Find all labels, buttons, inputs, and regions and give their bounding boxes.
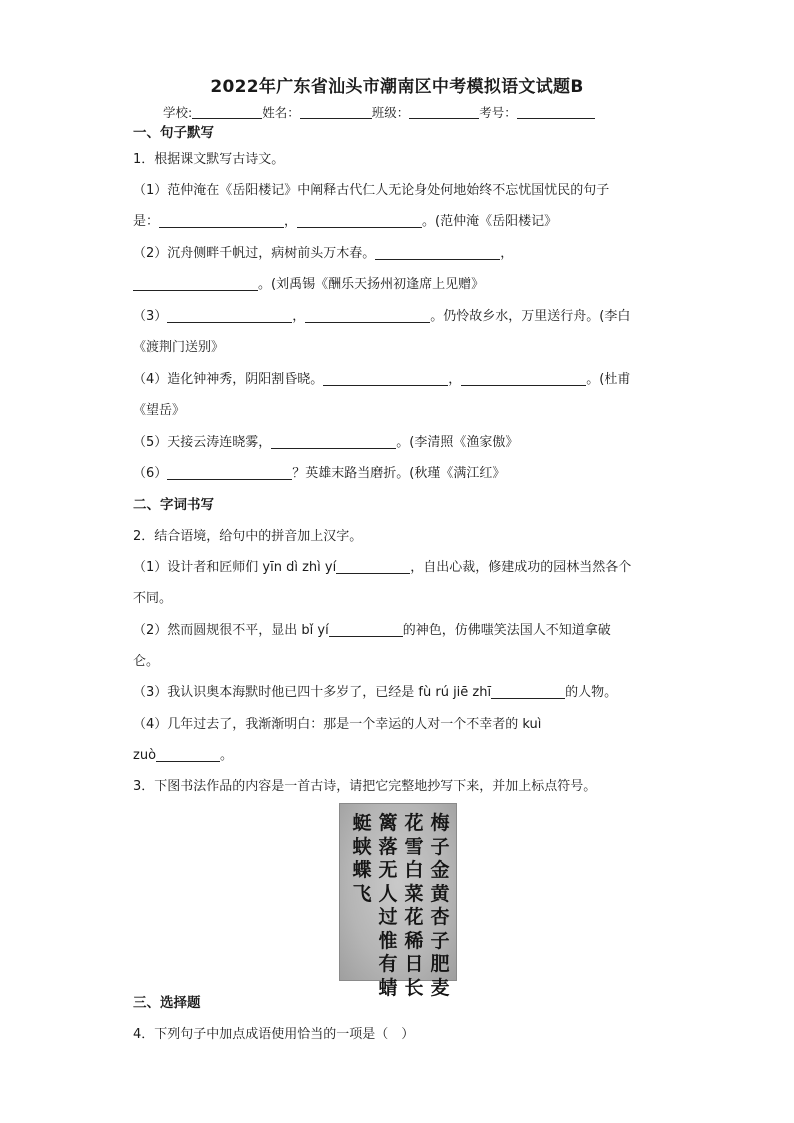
- q1-p5-pre: （5）天接云涛连晓雾，: [133, 435, 272, 450]
- q1-part6: [133, 465, 505, 483]
- school-label: 学校:: [163, 105, 193, 120]
- section-heading-2: 二、字词书写: [133, 497, 214, 513]
- student-info-line: [163, 103, 595, 121]
- section-heading-3: 三、选择题: [133, 995, 201, 1011]
- question-4-stem: 4．下列句子中加点成语使用恰当的一项是（ ）: [133, 1027, 415, 1042]
- school-blank: [192, 105, 262, 119]
- q2-p3-pre: （3）我认识奥本海默时他已四十多岁了，已经是 fù rú jiē zhī: [133, 685, 492, 700]
- q2-part2-line2: 仑。: [133, 654, 160, 669]
- calligraphy-column-4: 蜓蛱蝶飞: [352, 812, 372, 905]
- q1-p1b-pre: 是：: [133, 214, 160, 229]
- q1-part1-line2: [133, 213, 557, 231]
- q2-p3-answer-blank[interactable]: [491, 684, 565, 699]
- number-label: 考号：: [479, 105, 517, 120]
- q1-p5-post: 。(李清照《渔家傲》: [396, 435, 519, 450]
- q1-p4a-mid: ，: [448, 372, 462, 387]
- q1-p2a-pre: （2）沉舟侧畔千帆过，病树前头万木春。: [133, 246, 376, 261]
- q1-p6-pre: （6）: [133, 466, 168, 481]
- q1-p2-answer-blank-1[interactable]: [375, 245, 500, 260]
- q1-part2-line1: [133, 245, 513, 263]
- calligraphy-column-1: 梅子金黄杏子肥麦: [430, 812, 450, 999]
- q1-part2-line2: [133, 276, 484, 294]
- q2-p3-post: 的人物。: [565, 685, 618, 700]
- calligraphy-column-2: 花雪白菜花稀日长: [404, 812, 424, 999]
- q2-p1a-post: ，自出心裁，修建成功的园林当然各个: [410, 560, 632, 575]
- class-blank: [409, 105, 479, 119]
- q1-p3-answer-blank-1[interactable]: [167, 308, 292, 323]
- q2-p2-answer-blank[interactable]: [329, 622, 403, 637]
- q1-part5: [133, 434, 518, 452]
- name-blank: [300, 105, 372, 119]
- q1-part4-line1: [133, 371, 630, 389]
- q1-p4-answer-blank-1[interactable]: [323, 371, 448, 386]
- q2-part1-line2: 不同。: [133, 591, 173, 606]
- question-1-stem: 1．根据课文默写古诗文。: [133, 152, 285, 167]
- q2-part4-line2: [133, 747, 233, 765]
- q1-p3a-post: 。仍怜故乡水，万里送行舟。(李白: [430, 309, 631, 324]
- q1-p3a-pre: （3）: [133, 309, 168, 324]
- q1-p1-answer-blank-2[interactable]: [297, 213, 422, 228]
- q2-p2a-pre: （2）然而圆规很不平，显出 bǐ yí: [133, 623, 329, 638]
- calligraphy-image: [339, 803, 457, 999]
- q1-part4-line2: 《望岳》: [133, 403, 186, 418]
- name-label: 姓名：: [262, 105, 300, 120]
- q1-part3-line1: [133, 308, 630, 326]
- q1-part1-line1: （1）范仲淹在《岳阳楼记》中阐释古代仁人无论身处何地始终不忘忧国忧民的句子: [133, 183, 610, 198]
- q1-p2b-post: 。(刘禹锡《酬乐天扬州初逢席上见赠》: [258, 277, 485, 292]
- q1-p1b-mid: ，: [284, 214, 298, 229]
- section-heading-1: 一、句子默写: [133, 125, 214, 141]
- q2-part2-line1: [133, 622, 611, 640]
- q1-p1-answer-blank-1[interactable]: [159, 213, 284, 228]
- question-3-stem: 3．下图书法作品的内容是一首古诗，请把它完整地抄写下来，并加上标点符号。: [133, 779, 597, 794]
- q1-p2a-post: ，: [500, 246, 514, 261]
- number-blank: [517, 105, 595, 119]
- q2-p2a-post: 的神色，仿佛嗤笑法国人不知道拿破: [402, 623, 611, 638]
- question-2-stem: 2．结合语境，给句中的拼音加上汉字。: [133, 529, 363, 544]
- q1-p3a-mid: ，: [292, 309, 306, 324]
- q1-part3-line2: 《渡荆门送别》: [133, 340, 225, 355]
- q2-p4-answer-blank[interactable]: [156, 747, 220, 762]
- q1-p3-answer-blank-2[interactable]: [305, 308, 430, 323]
- class-label: 班级：: [371, 105, 410, 120]
- q1-p4-answer-blank-2[interactable]: [461, 371, 586, 386]
- q1-p2-answer-blank-2[interactable]: [133, 276, 258, 291]
- q2-part3: [133, 684, 617, 702]
- q1-p4a-pre: （4）造化钟神秀，阴阳割昏晓。: [133, 372, 324, 387]
- q2-part1-line1: [133, 559, 631, 577]
- q1-p1b-post: 。(范仲淹《岳阳楼记》: [422, 214, 558, 229]
- q1-p6-answer-blank[interactable]: [167, 465, 292, 480]
- q2-p1a-pre: （1）设计者和匠师们 yīn dì zhì yí: [133, 560, 337, 575]
- q1-p6-post: ？英雄末路当磨折。(秋瑾《满江红》: [292, 466, 506, 481]
- calligraphy-column-3: 篱落无人过惟有蜻: [378, 812, 398, 999]
- q2-p1-answer-blank[interactable]: [336, 559, 410, 574]
- q1-p4a-post: 。(杜甫: [586, 372, 631, 387]
- page-title: 2022年广东省汕头市潮南区中考模拟语文试题B: [210, 77, 584, 97]
- q1-p5-answer-blank[interactable]: [271, 434, 396, 449]
- q2-p4b-post: 。: [220, 748, 234, 763]
- q2-p4b-pre: zuò: [133, 748, 157, 763]
- q2-part4-line1: （4）几年过去了，我渐渐明白：那是一个幸运的人对一个不幸者的 kuì: [133, 717, 542, 732]
